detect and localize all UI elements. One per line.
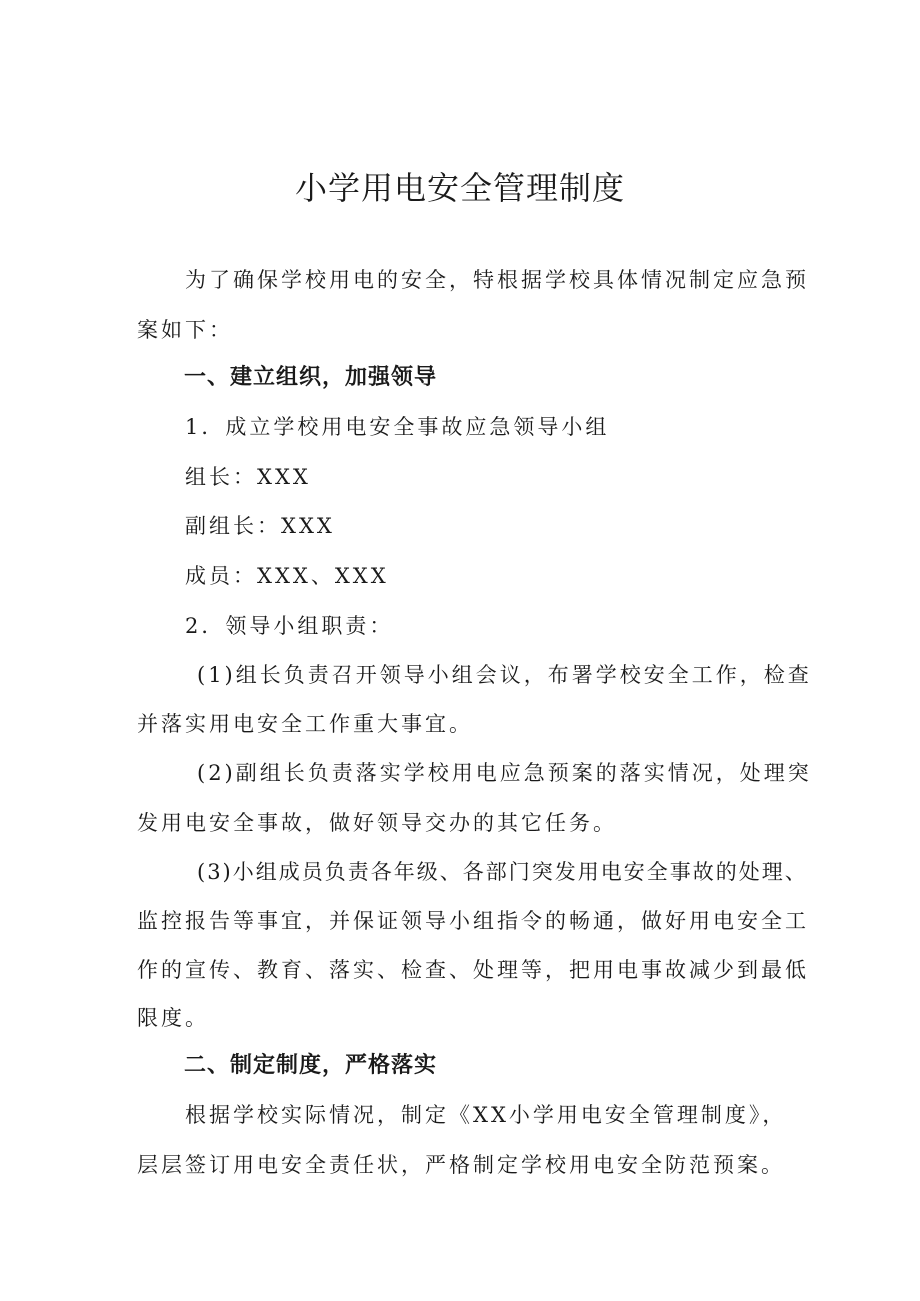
intro-line-2: 案如下： xyxy=(137,318,233,342)
duty-3-line-3: 作的宣传、教育、落实、检查、处理等，把用电事故减少到最低 xyxy=(137,958,809,982)
section-2-line-2: 层层签订用电安全责任状，严格制定学校用电安全防范预案。 xyxy=(137,1153,785,1177)
item-2-text: 2．领导小组职责： xyxy=(185,614,394,638)
duty-3-line-2: 监控报告等事宜，并保证领导小组指令的畅通，做好用电安全工 xyxy=(137,909,809,933)
intro-line-1: 为了确保学校用电的安全，特根据学校具体情况制定应急预 xyxy=(185,268,809,292)
duty-2-line-1: (2)副组长负责落实学校用电应急预案的落实情况，处理突 xyxy=(197,761,812,785)
section-2-line-1: 根据学校实际情况，制定《XX小学用电安全管理制度》， xyxy=(185,1103,787,1127)
leader-text: 组长：XXX xyxy=(185,465,311,489)
duty-2-line-2: 发用电安全事故，做好领导交办的其它任务。 xyxy=(137,811,617,835)
members-text: 成员：XXX、XXX xyxy=(185,564,389,588)
section-1-heading: 一、建立组织，加强领导 xyxy=(184,365,438,390)
deputy-leader-text: 副组长：XXX xyxy=(185,514,335,538)
duty-1-line-2: 并落实用电安全工作重大事宜。 xyxy=(137,712,473,736)
section-2-heading: 二、制定制度，严格落实 xyxy=(184,1053,438,1078)
duty-3-line-4: 限度。 xyxy=(137,1006,209,1030)
item-1-text: 1．成立学校用电安全事故应急领导小组 xyxy=(185,415,610,439)
duty-3-line-1: (3)小组成员负责各年级、各部门突发用电安全事故的处理、 xyxy=(197,860,808,884)
document-title: 小学用电安全管理制度 xyxy=(294,169,625,207)
duty-1-line-1: (1)组长负责召开领导小组会议，布署学校安全工作，检查 xyxy=(197,663,812,687)
